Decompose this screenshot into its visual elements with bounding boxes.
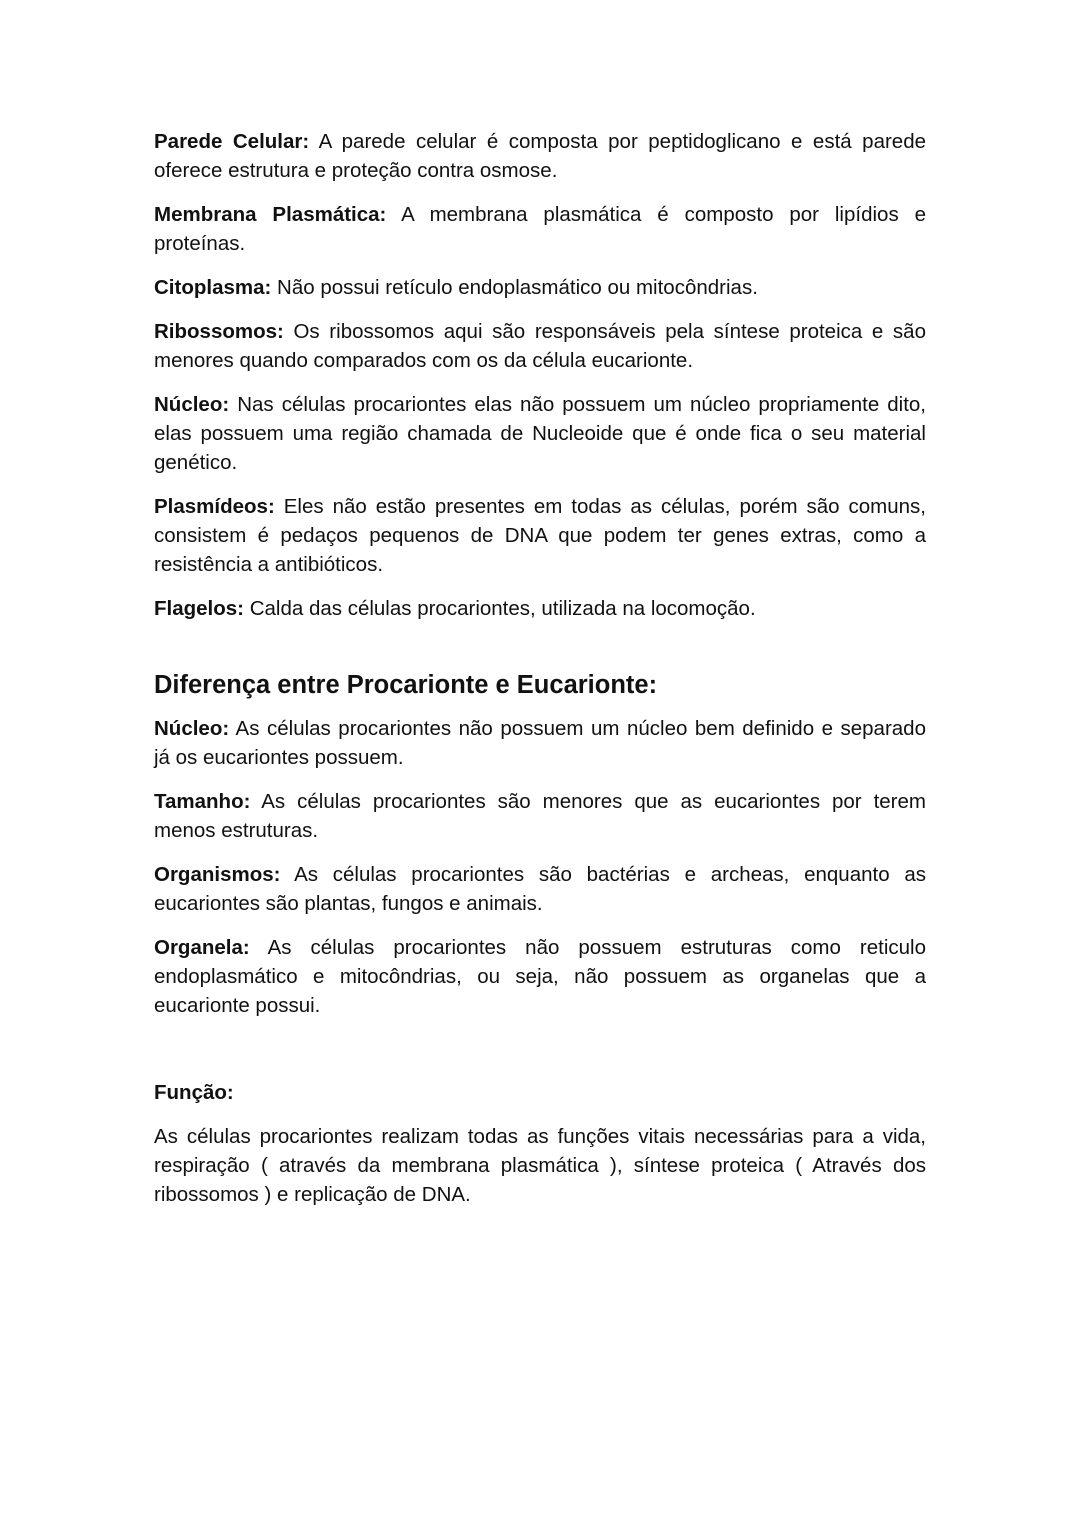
- term-text: Os ribossomos aqui são responsáveis pela síntese proteica e são menores quando comparados com os da célula eucarionte.: [154, 320, 926, 372]
- term-text: A membrana plasmática é composto por lipídios e proteínas.: [154, 203, 926, 255]
- section-heading-diferenca: Diferença entre Procarionte e Eucarionte:: [154, 671, 658, 699]
- term-label: Ribossomos:: [154, 320, 284, 343]
- term-text: As células procariontes são menores que as eucariontes por terem menos estruturas.: [154, 790, 926, 842]
- term-text: Nas células procariontes elas não possuem um núcleo propriamente dito, elas possuem uma região chamada de Nucleoide que é onde fica o seu material genético.: [154, 393, 926, 474]
- difference-section: [154, 714, 926, 1020]
- section-heading-funcao: Função:: [154, 1081, 234, 1104]
- term-label: Núcleo:: [154, 717, 230, 740]
- term-label: Núcleo:: [154, 393, 230, 416]
- paragraph-diff-nucleo: [154, 714, 926, 772]
- paragraph-membrana-plasmatica: [154, 200, 926, 258]
- term-label: Organela:: [154, 936, 250, 959]
- paragraph-citoplasma: [154, 273, 926, 302]
- document-page: [154, 127, 926, 1224]
- term-label: Tamanho:: [154, 790, 251, 813]
- term-text: As células procariontes são bactérias e archeas, enquanto as eucariontes são plantas, fungos e animais.: [154, 863, 926, 915]
- term-label: Flagelos:: [154, 597, 244, 620]
- paragraph-flagelos: [154, 594, 926, 623]
- paragraph-diff-tamanho: [154, 787, 926, 845]
- term-label: Membrana Plasmática:: [154, 203, 387, 226]
- term-label: Plasmídeos:: [154, 495, 275, 518]
- term-label: Parede Celular:: [154, 130, 310, 153]
- paragraph-nucleo: [154, 390, 926, 477]
- structures-section: [154, 127, 926, 623]
- term-text: Calda das células procariontes, utilizada na locomoção.: [244, 597, 756, 620]
- paragraph-ribossomos: [154, 317, 926, 375]
- paragraph-plasmideos: [154, 492, 926, 579]
- paragraph-funcao: As células procariontes realizam todas as funções vitais necessárias para a vida, respiração ( através da membrana plasmática ), síntese proteica ( Através dos ribossomos ) e replicação de DNA.: [154, 1125, 926, 1206]
- paragraph-diff-organela: [154, 933, 926, 1020]
- term-label: Organismos:: [154, 863, 281, 886]
- paragraph-parede-celular: [154, 127, 926, 185]
- term-text: As células procariontes não possuem estruturas como reticulo endoplasmático e mitocôndrias, ou seja, não possuem as organelas que a eucarionte possui.: [154, 936, 926, 1017]
- term-text: Não possui retículo endoplasmático ou mitocôndrias.: [271, 276, 758, 299]
- paragraph-diff-organismos: [154, 860, 926, 918]
- term-text: Eles não estão presentes em todas as células, porém são comuns, consistem é pedaços pequenos de DNA que podem ter genes extras, como a resistência a antibióticos.: [154, 495, 926, 576]
- term-text: As células procariontes não possuem um núcleo bem definido e separado já os eucariontes possuem.: [154, 717, 926, 769]
- term-label: Citoplasma:: [154, 276, 272, 299]
- term-text: A parede celular é composta por peptidoglicano e está parede oferece estrutura e proteção contra osmose.: [154, 130, 926, 182]
